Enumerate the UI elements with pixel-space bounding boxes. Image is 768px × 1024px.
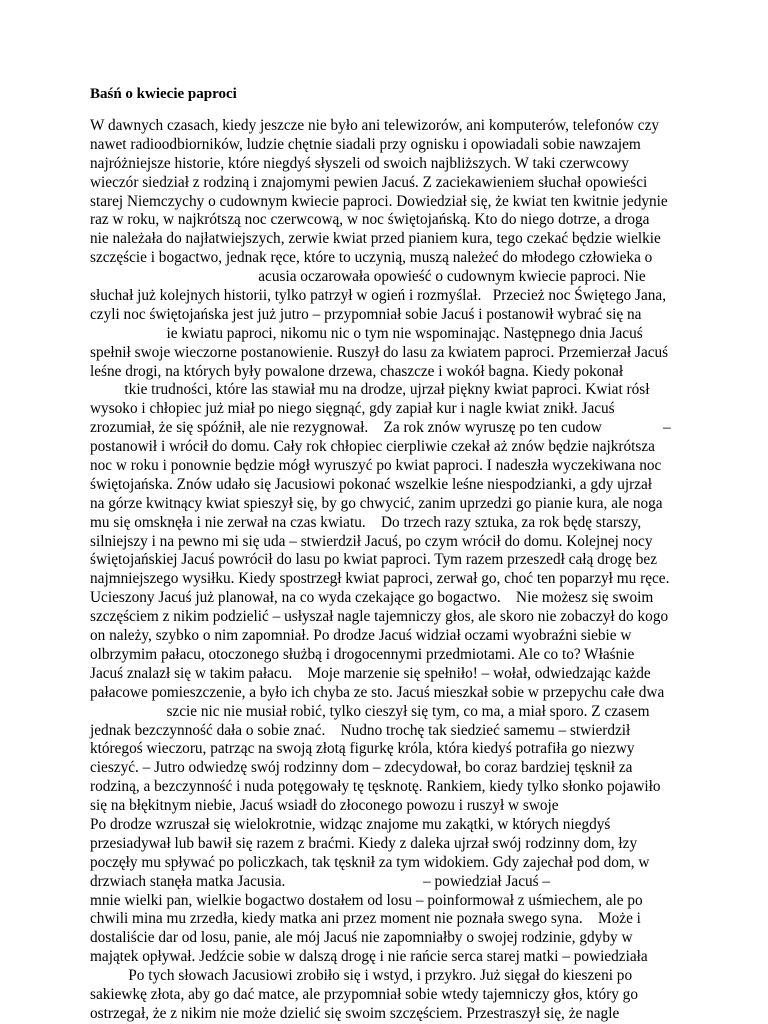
text-line: chwili mina mu zrzedła, kiedy matka ani przez moment nie poznała swego syna. Może i [90, 910, 641, 928]
text-line: pałacowe pomieszczenie, a było ich chyba ze sto. Jacuś mieszkał sobie w przepychu całe dwa [90, 683, 665, 701]
text-line: mu się omsknęła i nie zerwał na czas kwiatu. Do trzech razy sztuka, za rok będę starszy, [90, 513, 642, 531]
text-line: Po drodze wzruszał się wielokrotnie, widząc znajome mu zakątki, w których niegdyś [90, 815, 611, 833]
text-line: zrozumiał, że się spóźnił, ale nie rezygnował. Za rok znów wyruszę po ten cudow – [90, 419, 671, 437]
text-line: słuchał już kolejnych historii, tylko patrzył w ogień i rozmyślał. Przecież noc Świętego Jana, [90, 287, 667, 305]
text-line: silniejszy i na pewno mi się uda – stwierdził Jacuś, po czym wrócił do domu. Kolejnej nocy [90, 532, 653, 550]
text-line: najmniejszego wysiłku. Kiedy spostrzegł kwiat paproci, zerwał go, choć ten poparzył mu ręce. [90, 570, 670, 588]
text-line: szcie nic nie musiał robić, tylko cieszył się tym, co ma, a miał sporo. Z czasem [90, 702, 650, 720]
text-line: leśne drogi, na których były powalone drzewa, chaszcze i wokół bagna. Kiedy pokonał [90, 362, 624, 380]
text-line: poczęły mu spływać po policzkach, tak tęsknił za tym widokiem. Gdy zajechał pod dom, w [90, 853, 650, 871]
text-line: on należy, szybko o nim zapomniał. Po drodze Jacuś widział oczami wyobraźni siebie w [90, 627, 632, 645]
text-line: majątek opływał. Jedźcie sobie w dalszą drogę i nie rańcie serca starej matki – powiedziała [90, 948, 648, 966]
text-line: drzwiach stanęła matka Jacusia. – powiedział Jacuś – [90, 872, 551, 890]
text-line: jednak bezczynność dała o sobie znać. Nudno trochę tak siedzieć samemu – stwierdził [90, 721, 631, 739]
text-line: świętojańska. Znów udało się Jacusiowi pokonać wszelkie leśne niespodzianki, a gdy ujrzał [90, 475, 653, 493]
text-line: Ucieszony Jacuś już planował, na co wyda czekające go bogactwo. Nie możesz się swoim [90, 589, 654, 607]
text-line: wysoko i chłopiec już miał po niego sięgnąć, gdy zapiał kur i nagle kwiat znikł. Jacuś [90, 400, 615, 418]
text-line: acusia oczarowała opowieść o cudownym kwiecie paproci. Nie [90, 268, 646, 286]
text-line: ostrzegał, że z nikim nie może dzielić się swoim szczęściem. Przestraszył się, że nagle [90, 1004, 620, 1022]
text-line: wieczór siedział z rodziną i znajomymi pewien Jacuś. Z zaciekawieniem słuchał opowieści [90, 173, 648, 191]
text-line: postanowił i wrócił do domu. Cały rok chłopiec cierpliwie czekał aż znów będzie najkrótsza [90, 438, 655, 456]
text-line: olbrzymim pałacu, otoczonego służbą i drogocennymi przedmiotami. Ale co to? Właśnie [90, 645, 635, 663]
text-line: nie należała do najłatwiejszych, zerwie kwiat przed pianiem kura, tego czekać będzie wielkie [90, 230, 661, 248]
text-line: któregoś wieczoru, patrząc na swoją złotą figurkę króla, która kiedyś potrafiła go niezwy [90, 740, 635, 758]
text-line: Jacuś znalazł się w takim pałacu. Moje marzenie się spełniło! – wołał, odwiedzając każde [90, 664, 651, 682]
text-line: mnie wielki pan, wielkie bogactwo dostałem od losu – poinformował z uśmiechem, ale po [90, 891, 643, 909]
text-line: spełnił swoje wieczorne postanowienie. Ruszył do lasu za kwiatem paproci. Przemierzał Jacuś [90, 343, 669, 361]
text-line: starej Niemczychy o cudownym kwiecie paproci. Dowiedział się, że kwiat ten kwitnie jedynie [90, 192, 668, 210]
text-line: przesiadywał lub bawił się razem z braćmi. Kiedy z daleka ujrzał swój rodzinny dom, łzy [90, 834, 638, 852]
text-line: na górze kwitnący kwiat spieszył się, by go chwycić, zanim uprzedzi go pianie kura, ale noga [90, 494, 663, 512]
text-line: raz w roku, w najkrótszą noc czerwcową, w noc świętojańską. Kto do niego dotrze, a droga [90, 211, 650, 229]
text-line: noc w roku i ponownie będzie mógł wyruszyć po kwiat paproci. I nadeszła wyczekiwana noc [90, 457, 662, 475]
text-line: cieszyć. – Jutro odwiedzę swój rodzinny dom – zdecydował, bo coraz bardziej tęsknił za [90, 759, 633, 777]
text-line: świętojańskiej Jacuś powrócił do lasu po kwiat paproci. Tym razem przeszedł całą drogę bez [90, 551, 657, 569]
text-line: się na błękitnym niebie, Jacuś wsiadł do złoconego powozu i ruszył w swoje [90, 797, 559, 815]
text-line: sakiewkę złota, aby go dać matce, ale przypomniał sobie wtedy tajemniczy głos, który go [90, 985, 638, 1003]
text-line: W dawnych czasach, kiedy jeszcze nie było ani telewizorów, ani komputerów, telefonów czy [90, 117, 660, 134]
text-line: rodziną, a bezczynność i nuda potęgowały tę tęsknotę. Rankiem, kiedy tylko słonko pojawiło [90, 778, 661, 796]
text-line: dostaliście dar od losu, panie, ale mój Jacuś nie zapomniałby o swojej rodzinie, gdyby w [90, 929, 633, 947]
text-line: tkie trudności, które las stawiał mu na drodze, ujrzał piękny kwiat paproci. Kwiat rósł [90, 381, 650, 399]
text-line: szczęście i bogactwo, jednak ręce, które to uczynią, muszą należeć do młodego człowieka o [90, 249, 653, 267]
text-line: najróżniejsze historie, które niegdyś słyszeli od swoich najbliższych. W taki czerwcowy [90, 154, 629, 172]
text-line: Po tych słowach Jacusiowi zrobiło się i wstyd, i przykro. Już sięgał do kieszeni po [90, 967, 633, 985]
document-body [90, 117, 680, 1024]
text-line: ie kwiatu paproci, nikomu nic o tym nie wspominając. Następnego dnia Jacuś [90, 324, 643, 342]
text-line: nawet radioodbiorników, ludzie chętnie siadali przy ognisku i opowiadali sobie nawzajem [90, 135, 641, 153]
text-line: szczęściem z nikim podzielić – usłyszał nagle tajemniczy głos, ale skoro nie zobaczył do kogo [90, 608, 669, 626]
text-line: czyli noc świętojańska jest już jutro – przypomniał sobie Jacuś i postanowił wybrać się na [90, 305, 642, 323]
document-title: Baśń o kwiecie paproci [90, 86, 237, 102]
